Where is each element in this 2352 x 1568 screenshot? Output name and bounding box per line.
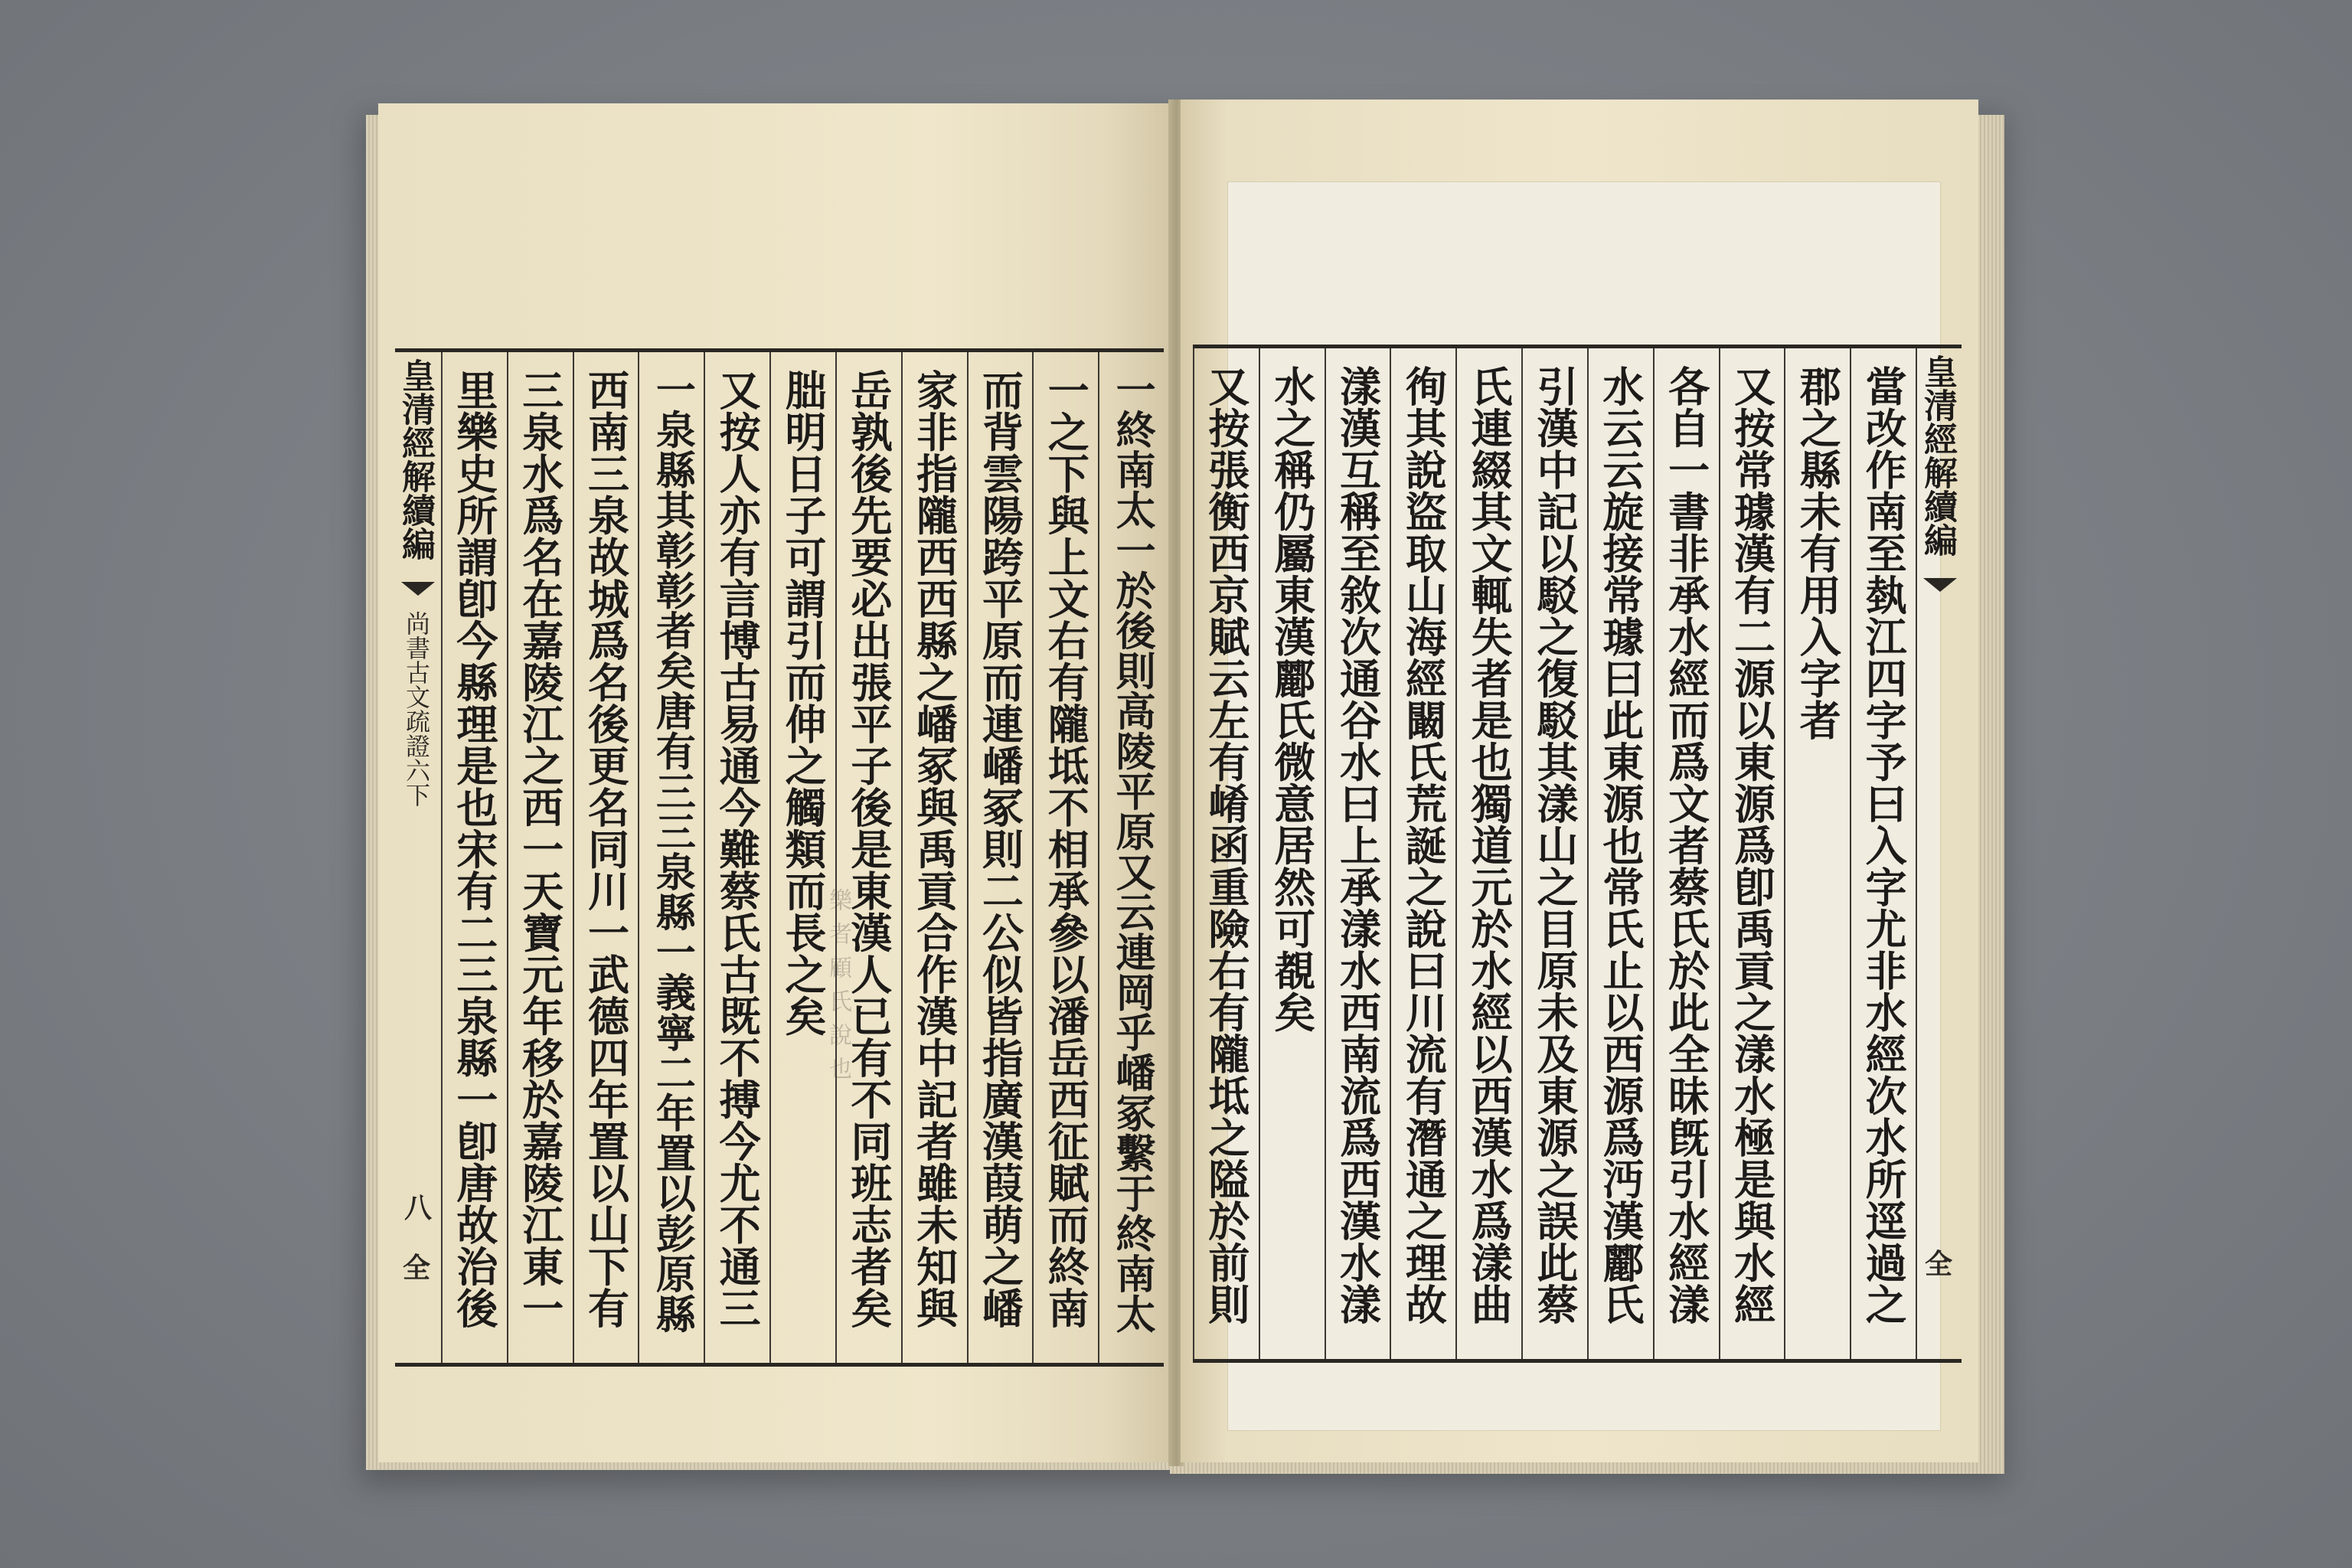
right-page-column-text: 郡之縣未有用入字者: [1793, 365, 1843, 741]
left-page-column-text: 家非指隴西西縣之嶓冢與禹貢合作漢中記者雖未知與: [910, 369, 959, 1329]
left-page-column: [901, 352, 967, 1363]
right-page-column-text: 引漢中記以駁之復駁其漾山之目原未及東源之誤此蔡: [1530, 365, 1579, 1325]
right-page-column-text: 又按張衡西京賦云左有崤函重險右有隴坻之隘於前則: [1201, 365, 1251, 1325]
left-page-column-text: 里樂史所謂卽今縣理是也宋有二三泉縣一卽唐故治後: [449, 369, 499, 1329]
chapter-title-left: 尚書古文疏證六下: [402, 611, 431, 807]
seal-left: 全: [403, 1252, 431, 1284]
right-page-column: [1390, 348, 1455, 1359]
right-page-column: [1784, 348, 1850, 1359]
left-page-column-text: 一之下與上文右有隴坻不相承參以潘岳西征賦而終南: [1041, 369, 1091, 1329]
left-page-column: [507, 352, 573, 1363]
left-text-frame: [395, 348, 1164, 1367]
right-page: [1181, 100, 1978, 1462]
left-columns: [441, 352, 1164, 1363]
left-page-column: [769, 352, 835, 1363]
right-page-column: [1653, 348, 1719, 1359]
left-page-column: [1032, 352, 1098, 1363]
left-page-column: [638, 352, 704, 1363]
left-page-column-text: 而背雲陽跨平原而連嶓冢則二公似皆指廣漢葭萌之嶓: [975, 369, 1025, 1329]
seal-right: 全: [1925, 1248, 1953, 1280]
left-page-column-text: 西南三泉故城爲名後更名同川一武德四年置以山下有: [581, 369, 631, 1329]
running-title-left: 皇清經解續編: [396, 358, 435, 560]
right-page-column: [1719, 348, 1785, 1359]
left-page-column: [573, 352, 639, 1363]
leaf-number-left: 八: [404, 1192, 433, 1224]
faint-annotation: 樂者顧氏說也: [825, 888, 851, 1090]
left-page-column: [967, 352, 1033, 1363]
right-page-column-text: 當改作南至埶江四字予曰入字尤非水經次水所逕過之: [1859, 365, 1909, 1325]
left-page-column-text: 朏明日子可謂引而伸之觸類而長之矣: [778, 369, 828, 1037]
fish-tail-mark-left: [401, 582, 435, 596]
right-page-column-text: 又按常璩漢有二源以東源爲卽禹貢之漾水極是與水經: [1727, 365, 1777, 1325]
left-page: [378, 103, 1171, 1462]
right-banxin: [1916, 348, 1962, 1359]
right-page-column: [1587, 348, 1653, 1359]
right-page-column-text: 漾漢互稱至敘次通谷水曰上承漾水西南流爲西漢水漾: [1333, 365, 1383, 1325]
right-page-column-text: 徇其說盜取山海經闞氏荒誕之說曰川流有潛通之理故: [1399, 365, 1449, 1325]
right-columns: [1193, 348, 1916, 1359]
right-page-column: [1455, 348, 1521, 1359]
right-page-column: [1850, 348, 1916, 1359]
right-page-column: [1259, 348, 1325, 1359]
fish-tail-mark-right: [1923, 578, 1957, 592]
left-banxin: [395, 352, 441, 1363]
right-page-column: [1521, 348, 1587, 1359]
right-page-column: [1193, 348, 1259, 1359]
left-page-column: [704, 352, 769, 1363]
right-page-column-text: 水云云旋接常璩曰此東源也常氏止以西源爲沔漢酈氏: [1596, 365, 1645, 1325]
left-page-column-text: 岳孰後先要必出張平子後是東漢人已有不同班志者矣: [844, 369, 893, 1329]
left-page-column: [1098, 352, 1164, 1363]
left-page-column-text: 三泉水爲名在嘉陵江之西一天寶元年移於嘉陵江東一: [515, 369, 565, 1329]
left-page-column-text: 一泉縣其彰彰者矣唐有三三泉縣一義寧二年置以彭原縣: [648, 369, 696, 1334]
left-page-column-text: 又按人亦有言博古易通今難蔡氏古既不搏今尤不通三: [713, 369, 763, 1329]
right-page-column-text: 氏連綴其文輒失者是也獨道元於水經以西漢水爲漾曲: [1465, 365, 1514, 1325]
left-page-column: [441, 352, 507, 1363]
right-page-column-text: 各自一書非承水經而爲文者蔡氏於此全昧旣引水經漾: [1661, 365, 1711, 1325]
right-page-column-text: 水之稱仍屬東漢酈氏微意居然可覩矣: [1267, 365, 1317, 1033]
right-page-column: [1325, 348, 1390, 1359]
right-text-frame: [1193, 345, 1962, 1363]
left-page-column: [835, 352, 901, 1363]
running-title-right: 皇清經解續編: [1918, 354, 1957, 557]
left-page-column-text: 一終南太一於後則高陵平原又云連岡乎嶓冢繫于終南太: [1109, 369, 1156, 1334]
